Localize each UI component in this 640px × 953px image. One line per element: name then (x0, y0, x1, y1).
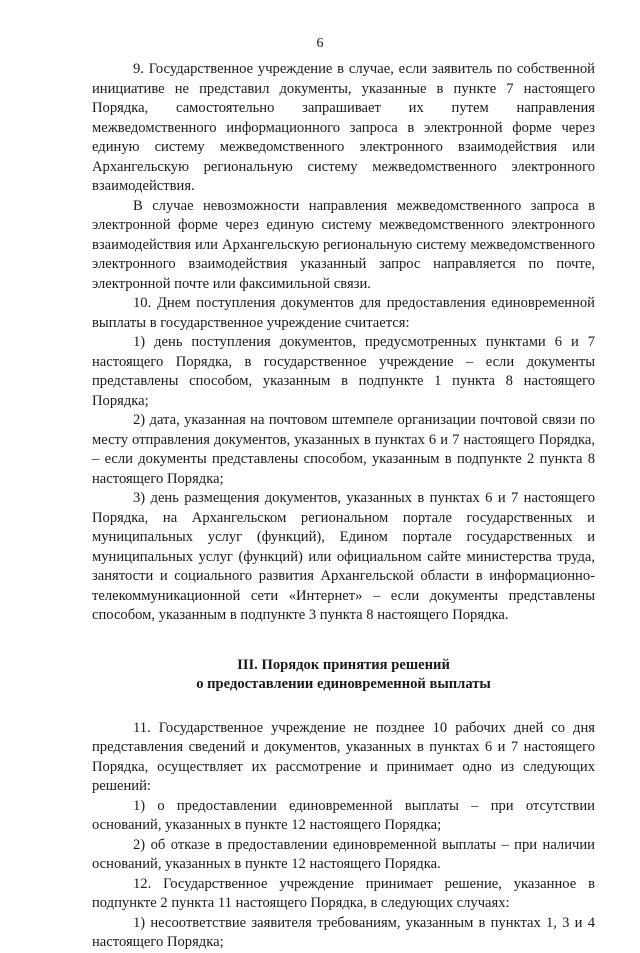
paragraph-11-item-2: 2) об отказе в предоставлении единовременной выплаты – при наличии оснований, указанных в пункте 12 настоящего Порядка. (92, 836, 595, 872)
paragraph-9-fallback: В случае невозможности направления межведомственного запроса в электронной форме через единую систему межведомственного электронного взаимодействия или Архангельскую региональную систему межведомственного электронного взаимодействия указанный запрос направляется по почте, электронной почте или факсимильной связи. (92, 197, 595, 292)
section-heading-line-2: о предоставлении единовременной выплаты (196, 676, 491, 692)
paragraph-12-item-1: 1) несоответствие заявителя требованиям, указанным в пунктах 1, 3 и 4 настоящего Порядка; (92, 914, 595, 950)
paragraph-10-item-1: 1) день поступления документов, предусмотренных пунктами 6 и 7 настоящего Порядка, в государственное учреждение – если документы представлены способом, указанным в подпункте 1 пункта 8 настоящего Порядка; (92, 334, 595, 409)
paragraph-12: 12. Государственное учреждение принимает решение, указанное в подпункте 2 пункта 11 настоящего Порядка, в следующих случаях: (92, 875, 595, 911)
section-heading (92, 656, 595, 695)
paragraph-9: 9. Государственное учреждение в случае, если заявитель по собственной инициативе не представил документы, указанные в пункте 7 настоящего Порядка, самостоятельно запрашивает их путем направления межведомственного информационного запроса в электронной форме через единую систему межведомственного электронного взаимодействия или Архангельскую региональную систему межведомственного электронного взаимодействия. (92, 61, 595, 194)
paragraph-10-item-2: 2) дата, указанная на почтовом штемпеле организации почтовой связи по месту отправления документов, указанных в пунктах 6 и 7 настоящего Порядка, – если документы представлены способом, указанным в подпункте 2 пункта 8 настоящего Порядка; (92, 412, 595, 487)
paragraph-11: 11. Государственное учреждение не позднее 10 рабочих дней со дня представления сведений и документов, указанных в пунктах 6 и 7 настоящего Порядка, осуществляет их рассмотрение и принимает одно из следующих решений: (92, 719, 595, 794)
section-heading-line-1: III. Порядок принятия решений (237, 656, 450, 673)
page-number: 6 (316, 36, 324, 51)
document-body (92, 60, 595, 953)
paragraph-10: 10. Днем поступления документов для предоставления единовременной выплаты в государственное учреждение считается: (92, 295, 595, 331)
paragraph-11-item-1: 1) о предоставлении единовременной выплаты – при отсутствии оснований, указанных в пункте 12 настоящего Порядка; (92, 797, 595, 833)
paragraph-10-item-3: 3) день размещения документов, указанных в пунктах 6 и 7 настоящего Порядка, на Архангельском региональном портале государственных и муниципальных услуг (функций), Едином портале государственных и муниципальных услуг (функций) или официальном сайте министерства труда, занятости и социального развития Архангельской области в информационно-телекоммуникационной сети «Интернет» – если документы представлены способом, указанным в подпункте 3 пункта 8 настоящего Порядка. (92, 490, 595, 623)
